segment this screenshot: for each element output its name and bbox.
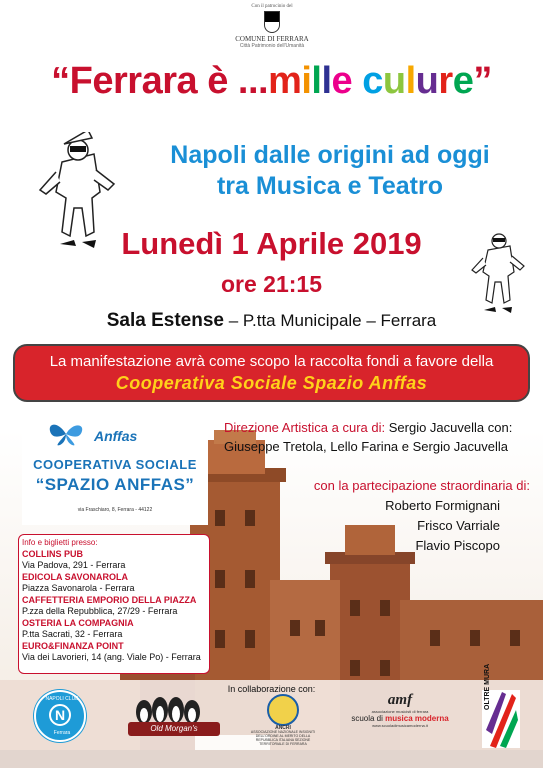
banner-line1: La manifestazione avrà come scopo la raccolta fondi a favore della: [49, 353, 494, 370]
event-date: Lunedì 1 Aprile 2019: [121, 226, 422, 261]
venue-rest: – P.tta Municipale – Ferrara: [223, 311, 437, 330]
guest-name: Flavio Piscopo: [415, 538, 500, 553]
title-letter: [352, 60, 362, 103]
collab-label: In collaborazione con:: [227, 684, 316, 694]
penguins-icon: [102, 694, 232, 724]
subtitle-line2: tra Musica e Teatro: [216, 172, 443, 200]
old-morgans-logo: [102, 694, 232, 744]
old-morgans-label: Old Morgan's: [128, 722, 220, 736]
napoli-club-logo: [34, 690, 86, 742]
guest-name: Frisco Varriale: [417, 518, 500, 533]
subtitle-line1: Napoli dalle origini ad oggi: [170, 141, 490, 169]
title-colored-word: [268, 60, 473, 102]
anffas-logo-block: [22, 415, 208, 525]
ancri-seal-icon: [267, 694, 299, 726]
venue-name: Sala Estense: [106, 310, 224, 331]
title-letter: m: [268, 60, 302, 102]
main-title: [0, 60, 543, 103]
info-point-address: Piazza Savonarola - Ferrara: [22, 583, 135, 593]
napoli-letter: N: [49, 704, 71, 726]
napoli-club-bottom: Ferrara: [53, 730, 71, 736]
ancri-text: ASSOCIAZIONE NAZIONALE INSIGNITI DELL'ORDINE AL MERITO DELLA REPUBBLICA ITALIANA SEZIONE TERRITORIALE DI FERRARA: [250, 730, 316, 746]
oltre-mura-logo: [482, 663, 520, 748]
info-point-name: OSTERIA LA COMPAGNIA: [22, 618, 134, 628]
title-letter: i: [301, 60, 312, 102]
event-venue: [0, 310, 543, 332]
crest-top-text: Con il patrocinio del: [251, 4, 293, 9]
info-point-address: P.zza della Repubblica, 27/29 - Ferrara: [22, 606, 178, 616]
comune-crest: [232, 4, 312, 56]
anffas-brand: Anffas: [94, 428, 138, 444]
partecipazione-label: con la partecipazione straordinaria di:: [313, 478, 530, 493]
amf-scuola: [350, 714, 450, 723]
amf-assoc: associazione musicisti di ferrara: [371, 709, 429, 714]
artistic-direction: [224, 418, 540, 456]
info-point-name: COLLINS PUB: [22, 549, 84, 559]
title-letter: l: [311, 60, 322, 102]
title-letter: u: [382, 60, 406, 102]
crest-comune: COMUNE DI FERRARA: [235, 35, 309, 43]
ferrara-shield-icon: [264, 11, 280, 33]
title-letter: e: [331, 60, 353, 102]
info-point-name: CAFFETTERIA EMPORIO DELLA PIAZZA: [22, 595, 197, 605]
amf-scuola-b: musica moderna: [385, 714, 449, 723]
title-prefix: “Ferrara è ...: [51, 60, 269, 102]
title-letter: u: [415, 60, 439, 102]
anffas-address: via Fraschiaro, 8, Ferrara - 44122: [77, 507, 153, 513]
oltre-mura-text: OLTRE MURA: [484, 663, 491, 710]
banner-line2: Cooperativa Sociale Spazio Anffas: [115, 373, 428, 393]
event-time: ore 21:15: [220, 271, 322, 297]
amf-mark: amf: [387, 692, 413, 708]
guest-name: Roberto Formignani: [385, 498, 500, 513]
fundraising-banner: [13, 344, 530, 402]
title-letter: c: [362, 60, 383, 102]
info-header: Info e biglietti presso:: [22, 538, 98, 547]
amf-logo: [350, 692, 450, 748]
info-point-address: P.tta Sacrati, 32 - Ferrara: [22, 629, 123, 639]
info-point-address: Via dei Lavorieri, 14 (ang. Viale Po) - Ferrara: [22, 652, 201, 662]
info-point-address: Via Padova, 291 - Ferrara: [22, 560, 126, 570]
ancri-name: ANCRI: [275, 725, 291, 731]
direzione-name1: Sergio Jacuvella con:: [385, 420, 513, 435]
direzione-line2: Giuseppe Tretola, Lello Farina e Sergio Jacuvella: [224, 439, 508, 454]
anffas-coop: COOPERATIVA SOCIALE: [33, 457, 197, 472]
title-suffix: ”: [473, 60, 492, 102]
ancri-logo: [248, 694, 318, 750]
anffas-spazio: “SPAZIO ANFFAS”: [35, 475, 195, 494]
title-letter: l: [321, 60, 332, 102]
amf-web: www.scuoladimusicamoderna.it: [372, 723, 428, 728]
title-letter: l: [405, 60, 416, 102]
crest-sub: Città Patrimonio dell'Umanità: [239, 43, 305, 49]
info-point-name: EURO&FINANZA POINT: [22, 641, 124, 651]
direzione-label: Direzione Artistica a cura di:: [224, 420, 386, 435]
amf-scuola-a: scuola di: [351, 714, 386, 723]
ticket-info-box: [18, 534, 210, 674]
info-point-name: EDICOLA SAVONAROLA: [22, 572, 129, 582]
title-letter: r: [438, 60, 453, 102]
napoli-club-top: NAPOLI CLUB: [45, 696, 79, 702]
subtitle: [130, 140, 530, 202]
special-guests: [228, 476, 530, 556]
title-letter: e: [452, 60, 474, 102]
butterfly-icon: [46, 421, 86, 447]
